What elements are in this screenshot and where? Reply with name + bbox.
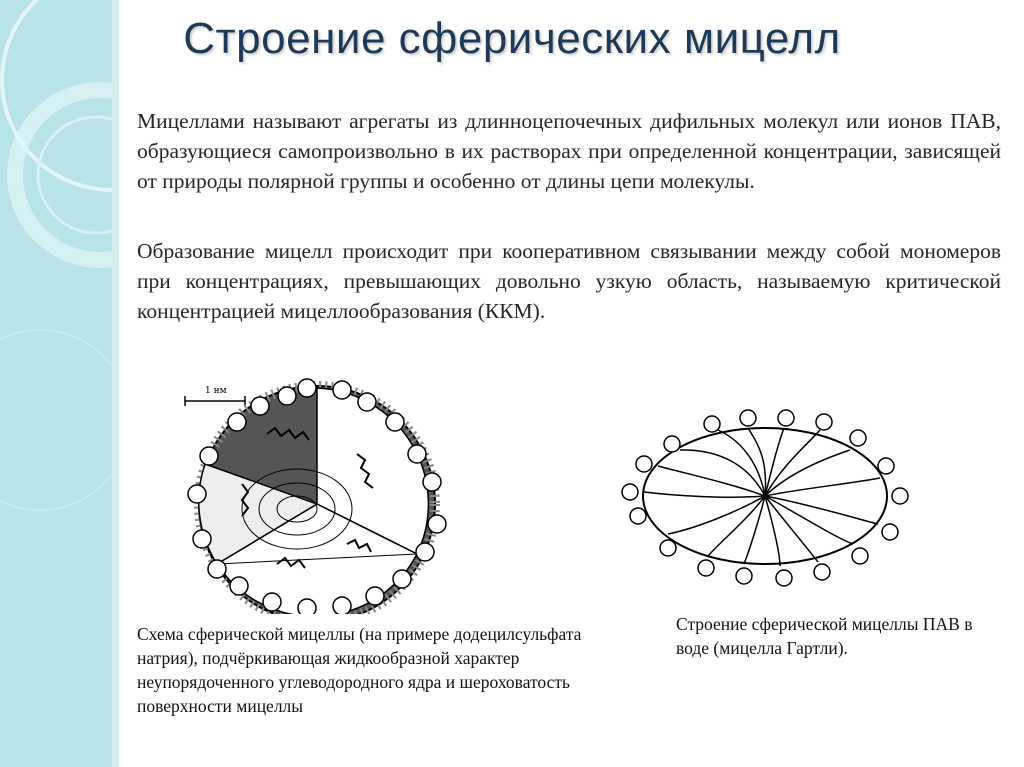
slide-title: Строение сферических мицелл <box>183 14 841 63</box>
right-figure-caption: Строение сферической мицеллы ПАВ в воде (мицелла Гартли). <box>676 614 973 658</box>
body-paragraph-definition: Мицеллами называют агрегаты из длинноцепочечных дифильных молекул или ионов ПАВ, образующиеся самопроизвольно в их растворах при определенной концентрации, зависящей от природы полярной группы и особенно от длины цепи молекулы. <box>137 109 1001 193</box>
decorative-side-stripe <box>112 0 119 767</box>
left-figure-caption: Схема сферической мицеллы (на примере додецилсульфата натрия), подчёркивающая жидкообразной характер неупорядоченного углеводородного ядра и шероховатость поверхности мицеллы <box>137 624 582 716</box>
body-paragraph-formation: Образование мицелл происходит при кооперативном связывании между собой мономеров при концентрациях, превышающих довольно узкую область, называемую критической концентрацией мицеллообразования (ККМ). <box>137 239 1001 323</box>
decorative-circles <box>0 0 112 767</box>
micelle-schematic-figure <box>147 374 467 614</box>
hartley-micelle-figure <box>608 404 918 604</box>
scale-bar-label: 1 нм <box>205 386 227 396</box>
decorative-side-panel <box>0 0 112 767</box>
